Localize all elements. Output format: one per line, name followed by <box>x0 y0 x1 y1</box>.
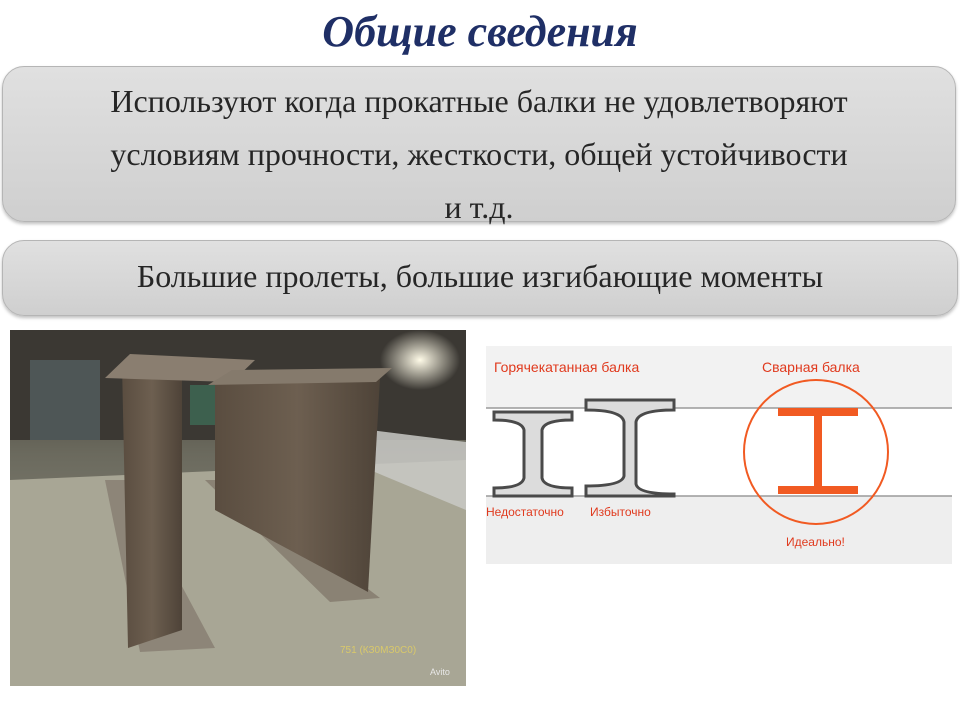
photo-watermark-code: 751 (КЗ0МЗ0С0) <box>340 645 417 656</box>
insufficient-label: Недостаточно <box>486 505 564 519</box>
usage-line-1: Используют когда прокатные балки не удовлетворяют <box>110 83 848 119</box>
usage-line-2: условиям прочности, жесткости, общей устойчивости <box>110 136 848 172</box>
spans-text: Большие пролеты, большие изгибающие моменты <box>136 258 824 294</box>
photo-watermark-site: Avito <box>430 667 450 677</box>
beam1-web <box>122 364 182 648</box>
diagram-top-band <box>486 346 952 408</box>
welded-beam-photo <box>10 330 466 686</box>
photo-lamp-glow <box>380 330 460 390</box>
hot-rolled-label: Горячекатанная балка <box>494 359 640 375</box>
usage-line-3: и т.д. <box>444 189 514 225</box>
text-box-spans <box>2 240 958 316</box>
ideal-label: Идеально! <box>786 535 845 549</box>
photo-shelves <box>30 360 100 440</box>
slide-title: Общие сведения <box>322 7 638 56</box>
beam-comparison-diagram <box>486 346 952 564</box>
text-box-usage <box>2 66 956 225</box>
excessive-label: Избыточно <box>590 505 651 519</box>
welded-label: Сварная балка <box>762 359 860 375</box>
